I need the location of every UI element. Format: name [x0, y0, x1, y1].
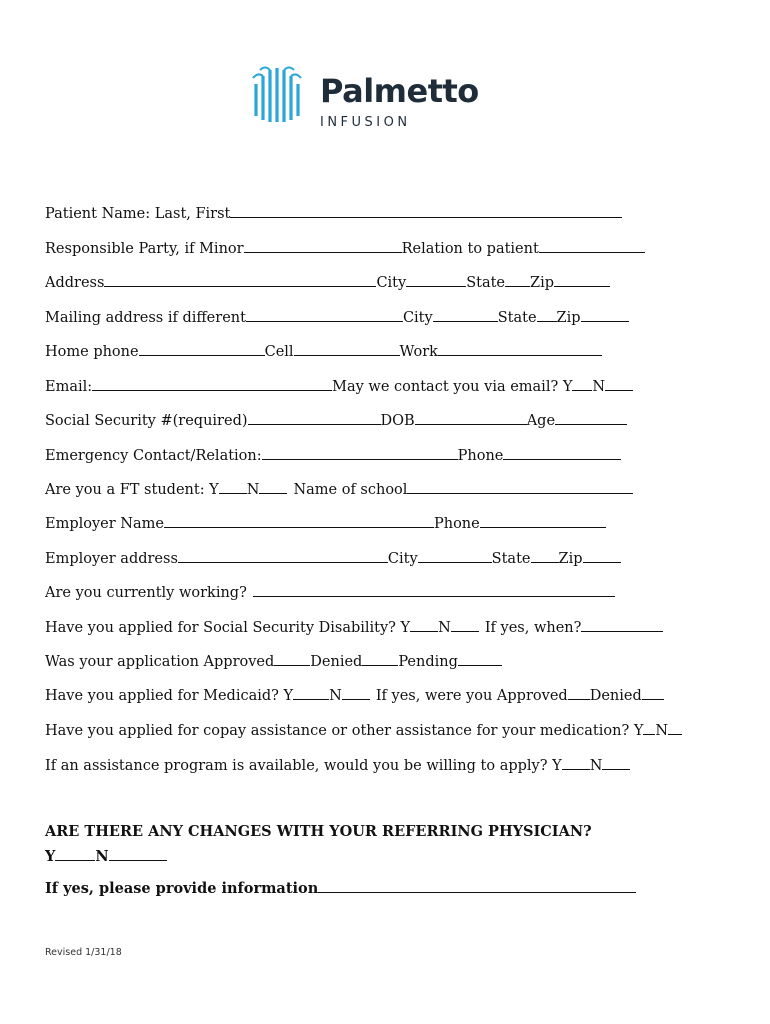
physician-n-label: N — [95, 848, 109, 865]
email-contact-n-label: N — [592, 379, 606, 395]
age-label: Age — [526, 413, 556, 429]
employer-state-field[interactable] — [531, 549, 559, 563]
mailing-row — [45, 308, 629, 327]
address-row — [45, 273, 610, 292]
medicaid-no-field[interactable] — [342, 686, 370, 700]
working-row — [45, 583, 615, 602]
mailing-zip-field[interactable] — [581, 308, 629, 322]
ssd-when-field[interactable] — [581, 618, 663, 632]
mailing-city-field[interactable] — [433, 308, 498, 322]
responsible-party-row — [45, 239, 645, 258]
application-denied-label: Denied — [310, 654, 363, 670]
physician-yn-row — [45, 847, 167, 866]
dob-field[interactable] — [415, 411, 527, 425]
cell-label: Cell — [264, 344, 294, 360]
physician-no-field[interactable] — [109, 847, 167, 861]
employer-city-label: City — [387, 551, 418, 567]
mailing-state-field[interactable] — [537, 308, 557, 322]
medicaid-label: Have you applied for Medicaid? Y — [45, 688, 294, 704]
email-contact-label: May we contact you via email? Y — [332, 379, 573, 395]
employer-city-field[interactable] — [418, 549, 492, 563]
application-approved-label: Was your application Approved — [45, 654, 275, 670]
emergency-label: Emergency Contact/Relation: — [45, 448, 262, 464]
medicaid-approved-field[interactable] — [568, 686, 590, 700]
copay-yes-field[interactable] — [643, 721, 655, 735]
state-label: State — [466, 275, 506, 291]
medicaid-yes-field[interactable] — [293, 686, 329, 700]
employer-zip-field[interactable] — [583, 549, 621, 563]
employer-phone-label: Phone — [433, 516, 480, 532]
home-phone-label: Home phone — [45, 344, 139, 360]
physician-yes-field[interactable] — [55, 847, 95, 861]
working-field[interactable] — [253, 583, 615, 597]
email-contact-no-field[interactable] — [605, 377, 633, 391]
emergency-phone-label: Phone — [457, 448, 504, 464]
provide-info-row — [45, 879, 636, 898]
cell-field[interactable] — [294, 342, 400, 356]
address-field[interactable] — [104, 273, 376, 287]
ssn-label: Social Security #(required) — [45, 413, 248, 429]
employer-name-label: Employer Name — [45, 516, 164, 532]
dob-label: DOB — [380, 413, 415, 429]
ssn-row — [45, 411, 627, 430]
ssd-label: Have you applied for Social Security Disability? Y — [45, 620, 411, 636]
employer-zip-label: Zip — [558, 551, 583, 567]
medicaid-denied-label: Denied — [589, 688, 642, 704]
email-label: Email: — [45, 379, 93, 395]
application-status-row — [45, 652, 502, 671]
work-label: Work — [399, 344, 438, 360]
assistance-n-label: N — [589, 758, 603, 774]
student-row — [45, 480, 633, 499]
provide-info-label: If yes, please provide information — [45, 880, 319, 897]
assistance-row — [45, 756, 630, 775]
physician-question: ARE THERE ANY CHANGES WITH YOUR REFERRING PHYSICIAN? — [45, 823, 592, 840]
medicaid-n-label: N — [329, 688, 342, 704]
ft-student-n-label: N — [246, 482, 260, 498]
patient-name-field[interactable] — [230, 204, 622, 218]
logo-subtitle: INFUSION — [320, 115, 411, 130]
school-field[interactable] — [407, 480, 633, 494]
application-pending-field[interactable] — [458, 652, 502, 666]
patient-name-label: Patient Name: Last, First — [45, 206, 231, 222]
relation-field[interactable] — [539, 239, 645, 253]
working-label: Are you currently working? — [45, 585, 247, 601]
employer-name-row — [45, 514, 606, 533]
emergency-phone-field[interactable] — [503, 446, 621, 460]
provide-info-field[interactable] — [318, 879, 636, 893]
ssd-n-label: N — [438, 620, 451, 636]
zip-field[interactable] — [554, 273, 610, 287]
ssd-yes-field[interactable] — [410, 618, 438, 632]
ssd-when-label: If yes, when? — [484, 620, 582, 636]
mailing-city-label: City — [402, 310, 433, 326]
mailing-field[interactable] — [246, 308, 403, 322]
assistance-no-field[interactable] — [602, 756, 630, 770]
palm-bars-icon — [250, 64, 308, 124]
application-denied-field[interactable] — [362, 652, 398, 666]
employer-address-label: Employer address — [45, 551, 178, 567]
ssn-field[interactable] — [248, 411, 381, 425]
state-field[interactable] — [505, 273, 530, 287]
physician-y-label: Y — [45, 848, 56, 865]
copay-no-field[interactable] — [668, 721, 682, 735]
ft-student-no-field[interactable] — [259, 480, 287, 494]
employer-state-label: State — [491, 551, 531, 567]
medicaid-denied-field[interactable] — [642, 686, 664, 700]
application-pending-label: Pending — [398, 654, 458, 670]
email-field[interactable] — [92, 377, 332, 391]
palmetto-logo — [250, 62, 480, 134]
city-label: City — [376, 275, 407, 291]
city-field[interactable] — [406, 273, 466, 287]
ssd-no-field[interactable] — [451, 618, 479, 632]
mailing-state-label: State — [497, 310, 537, 326]
relation-label: Relation to patient — [401, 241, 539, 257]
email-row — [45, 377, 633, 396]
responsible-party-field[interactable] — [244, 239, 402, 253]
ft-student-yes-field[interactable] — [219, 480, 247, 494]
assistance-yes-field[interactable] — [562, 756, 590, 770]
physician-question-row — [45, 823, 592, 841]
assistance-label: If an assistance program is available, would you be willing to apply? Y — [45, 758, 562, 774]
zip-label: Zip — [530, 275, 555, 291]
school-label: Name of school — [293, 482, 408, 498]
revised-date: Revised 1/31/18 — [45, 947, 122, 958]
home-phone-field[interactable] — [139, 342, 265, 356]
employer-address-field[interactable] — [178, 549, 388, 563]
medicaid-approved-label: If yes, were you Approved — [375, 688, 568, 704]
emergency-field[interactable] — [262, 446, 458, 460]
mailing-label: Mailing address if different — [45, 310, 246, 326]
application-approved-field[interactable] — [274, 652, 310, 666]
age-field[interactable] — [555, 411, 627, 425]
copay-label: Have you applied for copay assistance or other assistance for your medication? Y — [45, 723, 644, 739]
medicaid-row — [45, 686, 664, 705]
employer-phone-field[interactable] — [480, 514, 606, 528]
emergency-row — [45, 446, 621, 465]
mailing-zip-label: Zip — [556, 310, 581, 326]
employer-address-row — [45, 549, 621, 568]
phone-row — [45, 342, 602, 361]
responsible-party-label: Responsible Party, if Minor — [45, 241, 244, 257]
copay-n-label: N — [655, 723, 669, 739]
ssd-row — [45, 618, 663, 637]
address-label: Address — [45, 275, 105, 291]
patient-name-row — [45, 204, 622, 223]
logo-name: Palmetto — [320, 72, 479, 110]
employer-name-field[interactable] — [164, 514, 434, 528]
ft-student-label: Are you a FT student: Y — [45, 482, 219, 498]
work-field[interactable] — [438, 342, 602, 356]
email-contact-yes-field[interactable] — [572, 377, 592, 391]
copay-row — [45, 721, 682, 740]
